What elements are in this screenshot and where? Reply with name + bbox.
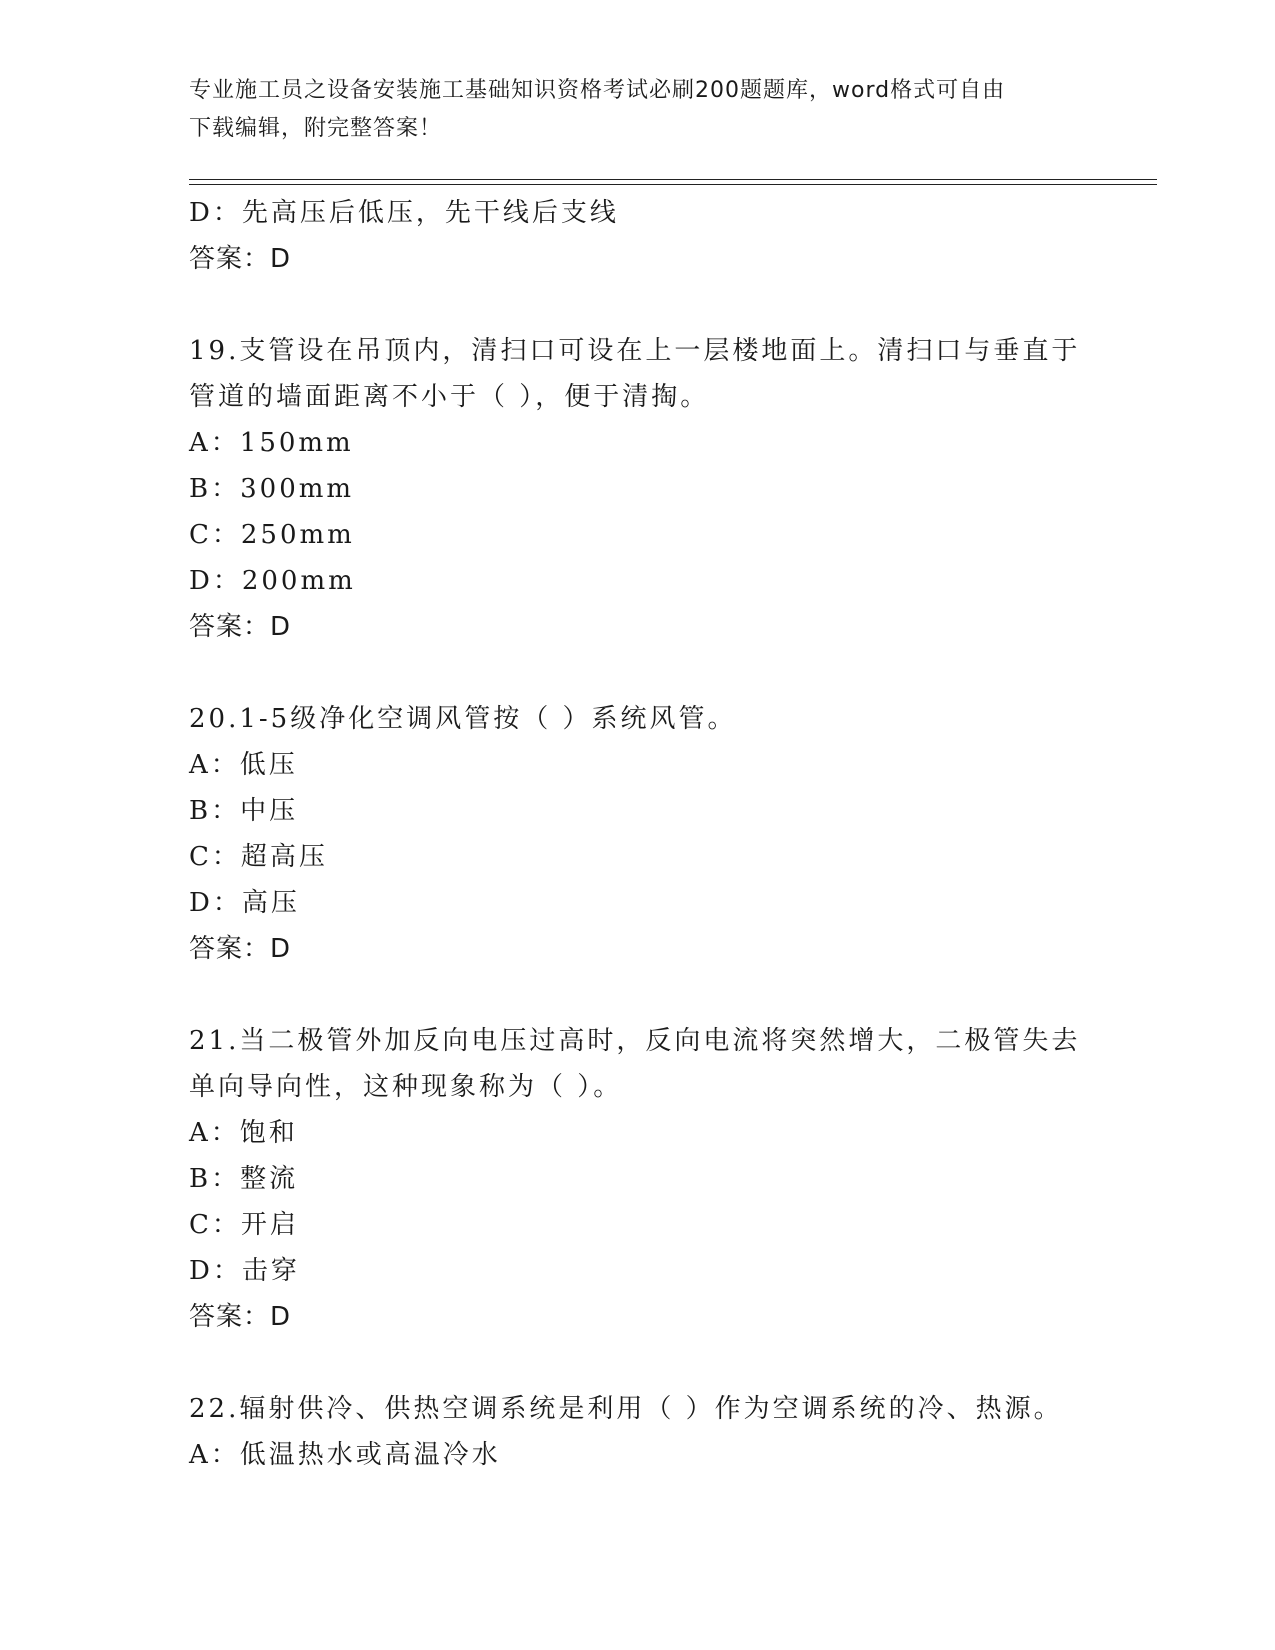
spacer bbox=[189, 282, 1089, 328]
spacer bbox=[189, 972, 1089, 1018]
spacer bbox=[189, 650, 1089, 696]
option-b: B：整流 bbox=[189, 1164, 299, 1194]
option-a: A：低温热水或高温冷水 bbox=[189, 1440, 501, 1470]
option-d: D：高压 bbox=[189, 888, 300, 918]
option-a: A：150mm bbox=[189, 428, 354, 458]
option-d: D：200mm bbox=[189, 566, 356, 596]
header-divider-bottom bbox=[189, 184, 1157, 185]
spacer bbox=[189, 1340, 1089, 1386]
question-22 bbox=[189, 1386, 1089, 1478]
option-d: D：先高压后低压，先干线后支线 bbox=[189, 198, 619, 228]
question-stem-continued: 管道的墙面距离不小于（ ），便于清掏。 bbox=[189, 382, 710, 412]
answer: 答案：D bbox=[189, 1302, 292, 1332]
header-divider-top bbox=[189, 179, 1157, 180]
question-stem: 21.当二极管外加反向电压过高时，反向电流将突然增大，二极管失去 bbox=[189, 1026, 1081, 1056]
answer: 答案：D bbox=[189, 934, 292, 964]
question-stem: 20.1-5级净化空调风管按（ ）系统风管。 bbox=[189, 704, 737, 734]
question-21 bbox=[189, 1018, 1089, 1340]
answer: 答案：D bbox=[189, 244, 292, 274]
header-line-1: 专业施工员之设备安装施工基础知识资格考试必刷200题题库，word格式可自由 bbox=[189, 78, 1006, 103]
option-b: B：中压 bbox=[189, 796, 299, 826]
option-a: A：饱和 bbox=[189, 1118, 298, 1148]
question-20 bbox=[189, 696, 1089, 972]
question-stem: 22.辐射供冷、供热空调系统是利用（ ）作为空调系统的冷、热源。 bbox=[189, 1394, 1063, 1424]
document-header bbox=[189, 72, 1089, 148]
question-list bbox=[189, 190, 1089, 1478]
option-b: B：300mm bbox=[189, 474, 355, 504]
question-18-tail bbox=[189, 190, 1089, 282]
option-c: C：250mm bbox=[189, 520, 355, 550]
option-d: D：击穿 bbox=[189, 1256, 300, 1286]
question-19 bbox=[189, 328, 1089, 650]
question-stem-continued: 单向导向性，这种现象称为（ ）。 bbox=[189, 1072, 623, 1102]
option-c: C：开启 bbox=[189, 1210, 299, 1240]
option-a: A：低压 bbox=[189, 750, 298, 780]
header-line-2: 下载编辑，附完整答案！ bbox=[189, 116, 443, 141]
question-stem: 19.支管设在吊顶内，清扫口可设在上一层楼地面上。清扫口与垂直于 bbox=[189, 336, 1081, 366]
answer: 答案：D bbox=[189, 612, 292, 642]
option-c: C：超高压 bbox=[189, 842, 328, 872]
